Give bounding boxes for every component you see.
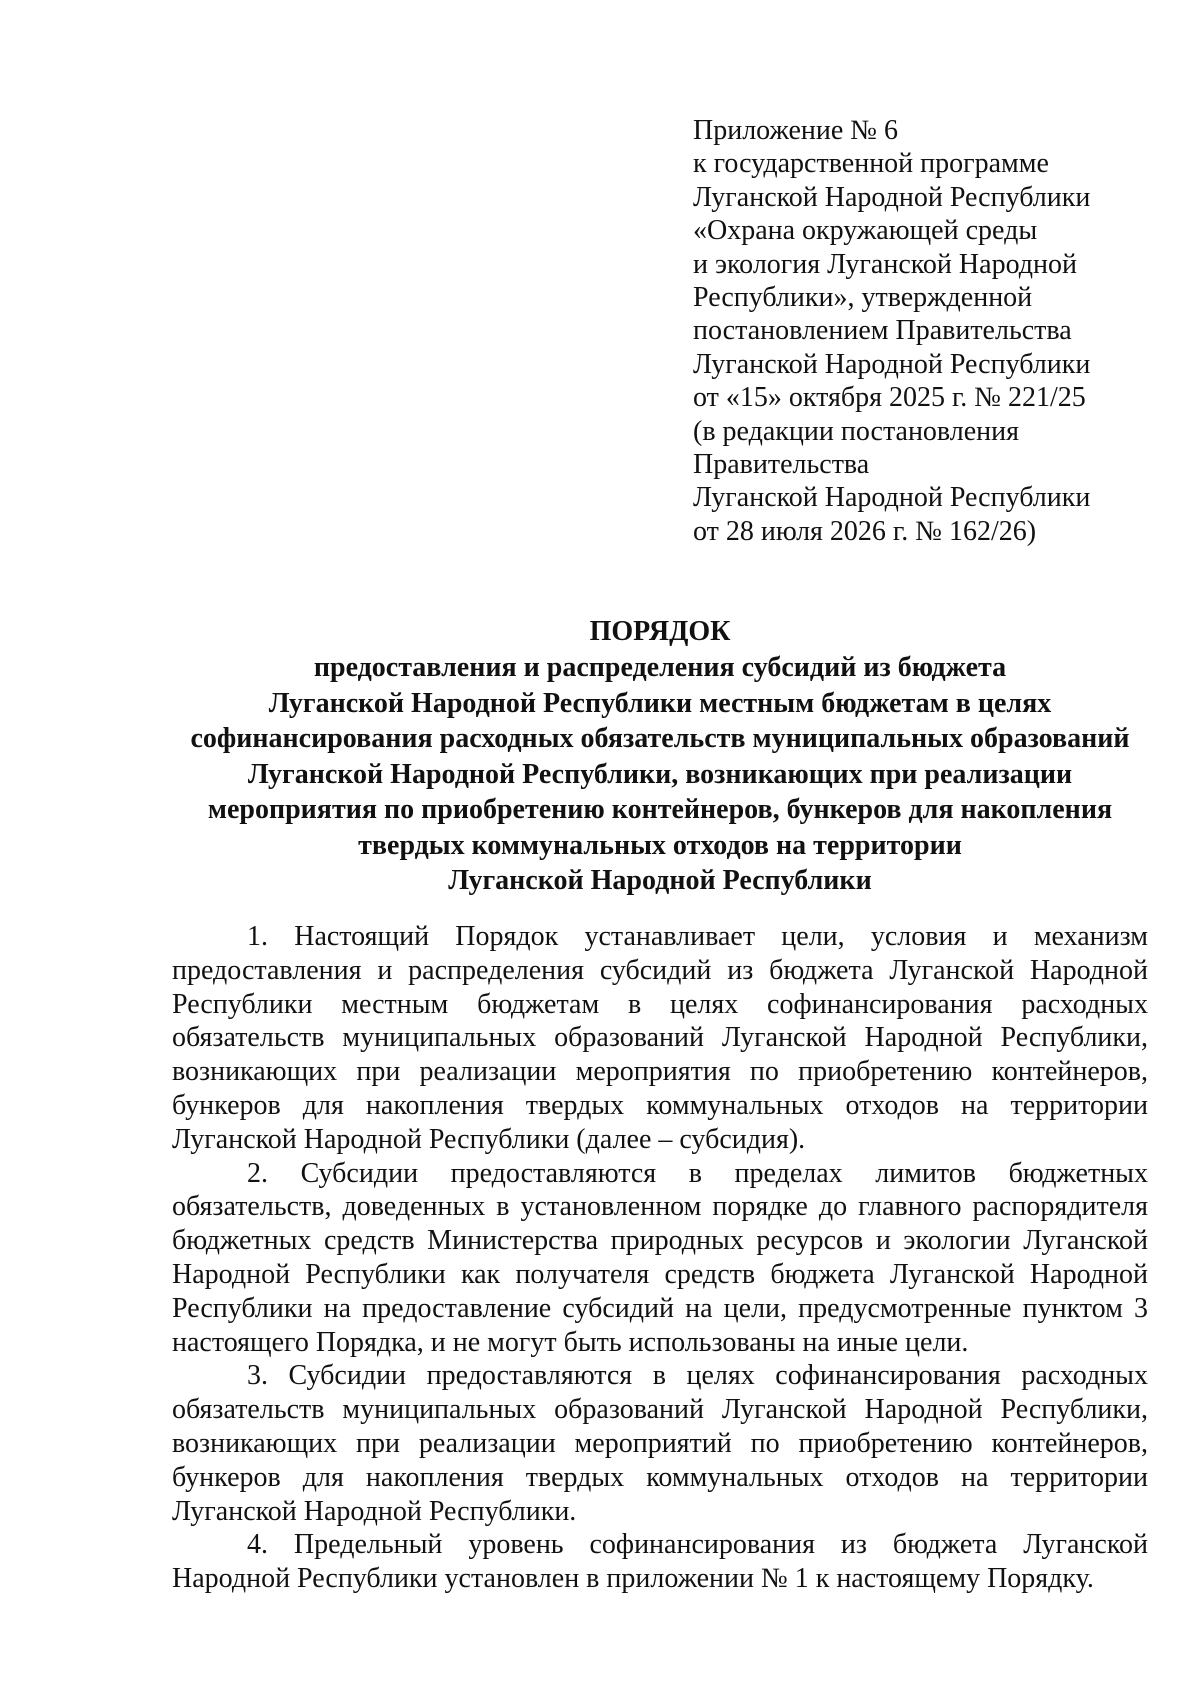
appendix-line: «Охрана окружающей среды	[693, 215, 1038, 247]
paragraph-line: предоставления и распределения субсидий из бюджета Луганской Народной	[172, 954, 1148, 986]
paragraph-line: обязательств муниципальных образований Луганской Народной Республики,	[172, 1022, 1148, 1054]
appendix-line: Приложение № 6	[693, 115, 898, 146]
title-subtitle-line: софинансирования расходных обязательств муниципальных образований	[190, 723, 1130, 754]
paragraph-line: возникающих при реализации мероприятия по приобретению контейнеров,	[172, 1056, 1148, 1088]
paragraph-line: Луганской Народной Республики.	[172, 1495, 577, 1527]
title-subtitle-line: Луганской Народной Республики местным бюджетам в целях	[268, 687, 1052, 719]
paragraph-line: возникающих при реализации мероприятий по приобретению контейнеров,	[172, 1427, 1148, 1459]
paragraph-line: обязательств муниципальных образований Луганской Народной Республики,	[172, 1394, 1148, 1426]
title-subtitle-line: Луганской Народной Республики	[448, 865, 872, 896]
paragraph-line: обязательств, доведенных в установленном порядке до главного распорядителя	[172, 1191, 1148, 1223]
appendix-line: постановлением Правительства	[693, 315, 1072, 347]
paragraph-3	[172, 1359, 1148, 1528]
paragraph-line: Народной Республики установлен в приложении № 1 к настоящему Порядку.	[172, 1563, 1094, 1595]
title-subtitle-line: Луганской Народной Республики, возникающих при реализации	[247, 758, 1073, 790]
paragraph-line: Республики на предоставление субсидий на цели, предусмотренные пунктом 3	[172, 1292, 1148, 1324]
paragraph-line: бункеров для накопления твердых коммунальных отходов на территории	[172, 1089, 1148, 1121]
paragraph-1	[172, 920, 1148, 1157]
document-title	[150, 614, 1170, 899]
appendix-line: Луганской Народной Республики	[693, 348, 1091, 380]
appendix-line: Правительства	[693, 449, 870, 481]
appendix-line: к государственной программе	[693, 148, 1049, 180]
paragraph-line: бункеров для накопления твердых коммунальных отходов на территории	[172, 1461, 1148, 1493]
paragraph-line: 4. Предельный уровень софинансирования из бюджета Луганской	[247, 1529, 1148, 1561]
appendix-line: от «15» октября 2025 г. № 221/25	[693, 382, 1086, 414]
paragraph-2	[172, 1157, 1148, 1360]
paragraph-line: настоящего Порядка, и не могут быть использованы на иные цели.	[172, 1326, 969, 1358]
appendix-line: Республики», утвержденной	[693, 282, 1033, 314]
appendix-line: (в редакции постановления	[693, 415, 1020, 447]
title-subtitle-line: мероприятия по приобретению контейнеров, бункеров для накопления	[207, 794, 1113, 825]
document-body	[172, 920, 1148, 1596]
paragraph-line: Республики местным бюджетам в целях софинансирования расходных	[172, 988, 1148, 1020]
paragraph-4	[172, 1528, 1148, 1596]
paragraph-line: 3. Субсидии предоставляются в целях софинансирования расходных	[247, 1360, 1148, 1392]
paragraph-line: Луганской Народной Республики (далее – субсидия).	[172, 1123, 806, 1155]
paragraph-line: Народной Республики как получателя средств бюджета Луганской Народной	[172, 1258, 1148, 1290]
paragraph-line: 1. Настоящий Порядок устанавливает цели, условия и механизм	[247, 921, 1148, 952]
title-subtitle-line: предоставления и распределения субсидий из бюджета	[313, 652, 1007, 683]
appendix-line: от 28 июля 2026 г. № 162/26)	[693, 515, 1037, 547]
paragraph-line: бюджетных средств Министерства природных ресурсов и экологии Луганской	[172, 1225, 1148, 1257]
appendix-line: Луганской Народной Республики	[693, 181, 1091, 213]
title-subtitle-line: твердых коммунальных отходов на территории	[358, 829, 962, 861]
paragraph-line: 2. Субсидии предоставляются в пределах лимитов бюджетных	[247, 1157, 1148, 1189]
appendix-line: и экология Луганской Народной	[693, 248, 1077, 280]
title-main: ПОРЯДОК	[589, 616, 731, 647]
appendix-line: Луганской Народной Республики	[693, 482, 1091, 514]
appendix-header	[693, 114, 1163, 548]
